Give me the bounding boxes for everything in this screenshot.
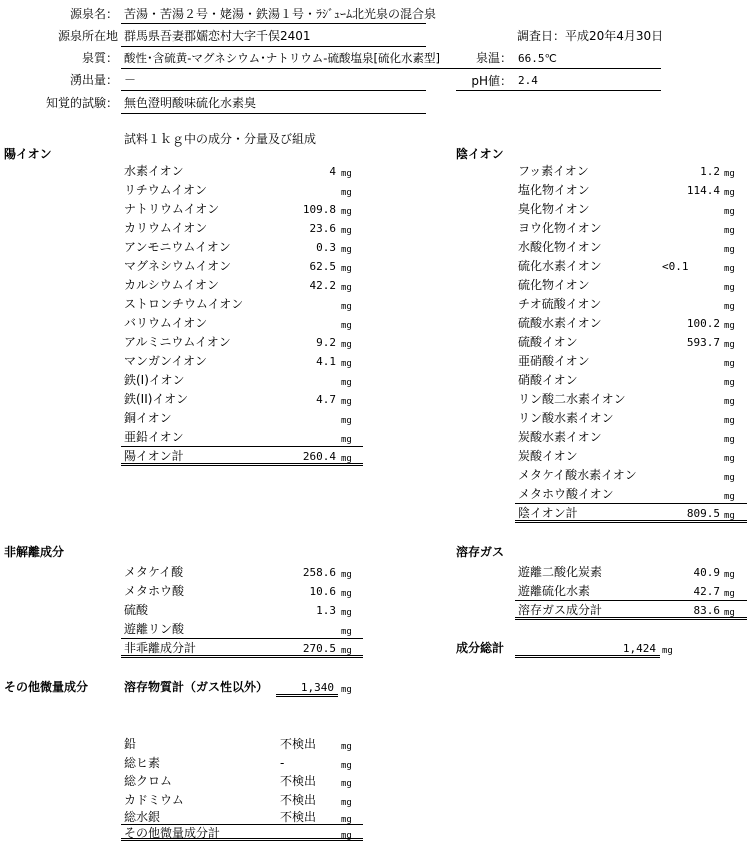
list-item: 鉄(I)イオン (124, 373, 185, 387)
list-item: 亜鉛イオン (124, 430, 184, 444)
item-unit: mg (724, 321, 735, 331)
double-underline (515, 520, 747, 523)
item-unit: mg (724, 245, 735, 255)
list-item: 硫化物イオン (518, 278, 590, 292)
dissolved-total-label: 溶存物質計（ガス性以外） (124, 680, 269, 694)
list-item: マグネシウムイオン (124, 259, 232, 273)
list-item: チオ硫酸イオン (518, 297, 602, 311)
item-unit: mg (341, 761, 352, 771)
underline (515, 600, 747, 601)
underline (121, 824, 363, 825)
anion-total-label: 陰イオン計 (518, 506, 578, 520)
item-value: - (280, 756, 285, 770)
spring-quality: 酸性･含硫黄-マグネシウム･ナトリウム-硫酸塩泉[硫化水素型] (124, 51, 440, 65)
item-value: 不検出 (280, 793, 317, 807)
item-value: 1.3 (316, 604, 336, 617)
item-unit: mg (341, 188, 352, 198)
cation-total-value: 260.4 (302, 450, 336, 463)
cation-heading: 陽イオン (4, 147, 52, 161)
item-unit: mg (341, 815, 352, 825)
item-value: 593.7 (686, 336, 720, 349)
list-item: 鉄(II)イオン (124, 392, 189, 406)
ph-label: pH値： (471, 74, 512, 88)
list-item: カリウムイオン (124, 221, 208, 235)
item-value: 42.7 (693, 585, 720, 598)
list-item: リチウムイオン (124, 183, 208, 197)
item-unit: mg (724, 188, 735, 198)
item-unit: mg (341, 226, 352, 236)
item-unit: mg (724, 492, 735, 502)
underline (456, 90, 661, 91)
item-unit: mg (341, 742, 352, 752)
list-item: 遊離硫化水素 (518, 584, 591, 598)
list-item: 水酸化物イオン (518, 240, 602, 254)
dissolved-total-value: 1,340 (300, 681, 334, 694)
list-item: 遊離二酸化炭素 (518, 565, 603, 579)
item-value: <0.1 (662, 260, 689, 273)
list-item: バリウムイオン (124, 316, 208, 330)
item-unit: mg (341, 435, 352, 445)
source-name-label: 源泉名： (69, 7, 118, 21)
item-value: 不検出 (280, 810, 317, 824)
item-unit: mg (724, 511, 735, 521)
ph-value: 2.4 (518, 74, 538, 87)
item-unit: mg (341, 283, 352, 293)
list-item: 総クロム (124, 774, 173, 788)
list-item: 硝酸イオン (518, 373, 578, 387)
list-item: 水素イオン (124, 164, 184, 178)
item-unit: mg (724, 340, 735, 350)
item-unit: mg (341, 646, 352, 656)
anion-heading: 陰イオン (456, 147, 504, 161)
item-unit: mg (662, 646, 673, 656)
item-unit: mg (341, 264, 352, 274)
composition-title: 試料１ｋｇ中の成分・分量及び組成 (124, 132, 317, 146)
flow-label: 湧出量： (69, 73, 118, 87)
component-total-value: 1,424 (622, 642, 656, 655)
list-item: 炭酸水素イオン (518, 430, 602, 444)
gas-total-label: 溶存ガス成分計 (518, 603, 603, 617)
item-unit: mg (724, 226, 735, 236)
item-value: 10.6 (309, 585, 336, 598)
item-unit: mg (724, 264, 735, 274)
item-value: 0.3 (316, 241, 336, 254)
double-underline (515, 617, 747, 620)
list-item: ヨウ化物イオン (518, 221, 602, 235)
item-unit: mg (341, 779, 352, 789)
underline (121, 46, 426, 47)
item-value: 不検出 (280, 774, 317, 788)
double-underline (515, 655, 660, 658)
item-value: 109.8 (302, 203, 336, 216)
undissociated-heading: 非解離成分 (4, 545, 65, 559)
item-unit: mg (341, 798, 352, 808)
underline (515, 503, 747, 504)
list-item: アンモニウムイオン (124, 240, 231, 254)
location: 群馬県吾妻郡嬬恋村大字千俣2401 (124, 29, 311, 43)
list-item: ストロンチウムイオン (124, 297, 244, 311)
list-item: 塩化物イオン (518, 183, 590, 197)
item-value: 100.2 (686, 317, 720, 330)
item-value: 42.2 (309, 279, 336, 292)
list-item: リン酸二水素イオン (518, 392, 626, 406)
item-unit: mg (341, 321, 352, 331)
item-value: 4.7 (316, 393, 336, 406)
dissolved-gas-heading: 溶存ガス (456, 545, 505, 559)
item-value: 23.6 (309, 222, 336, 235)
list-item: フッ素イオン (518, 164, 589, 178)
undissociated-total-value: 270.5 (302, 642, 336, 655)
source-name: 苦湯・苦湯２号・姥湯・鉄湯１号・ﾗｼﾞｭｰﾑ北光泉の混合泉 (124, 7, 437, 21)
item-unit: mg (341, 378, 352, 388)
list-item: 鉛 (124, 737, 137, 751)
list-item: 臭化物イオン (518, 202, 590, 216)
item-value: 62.5 (309, 260, 336, 273)
cation-total-label: 陽イオン計 (124, 449, 184, 463)
underline (121, 23, 426, 24)
item-unit: mg (724, 302, 735, 312)
item-unit: mg (724, 435, 735, 445)
item-value: 258.6 (302, 566, 336, 579)
list-item: メタホウ酸 (124, 584, 185, 598)
item-value: 9.2 (316, 336, 336, 349)
list-item: 遊離リン酸 (124, 622, 185, 636)
item-unit: mg (724, 397, 735, 407)
item-unit: mg (724, 473, 735, 483)
list-item: メタケイ酸 (124, 565, 184, 579)
item-value: 40.9 (693, 566, 720, 579)
location-label: 源泉所在地 (57, 29, 118, 43)
list-item: マンガンイオン (124, 354, 208, 368)
list-item: 総水銀 (124, 810, 161, 824)
item-value: 1.2 (700, 165, 720, 178)
item-value: 4.1 (316, 355, 336, 368)
component-total-label: 成分総計 (456, 641, 505, 655)
item-value: 4 (329, 165, 336, 178)
list-item: メタホウ酸イオン (518, 487, 614, 501)
item-unit: mg (341, 627, 352, 637)
list-item: カドミウム (124, 793, 184, 807)
gas-total-value: 83.6 (693, 604, 720, 617)
list-item: 亜硝酸イオン (518, 354, 590, 368)
list-item: カルシウムイオン (124, 278, 219, 292)
double-underline (121, 655, 363, 658)
underline (121, 446, 363, 447)
item-unit: mg (341, 302, 352, 312)
item-value: 114.4 (686, 184, 720, 197)
item-unit: mg (724, 608, 735, 618)
item-unit: mg (724, 169, 735, 179)
underline (121, 90, 426, 91)
list-item: 炭酸イオン (518, 449, 578, 463)
double-underline (276, 694, 338, 697)
anion-total-value: 809.5 (686, 507, 720, 520)
item-unit: mg (724, 283, 735, 293)
list-item: 硫酸水素イオン (518, 316, 602, 330)
list-item: 硫酸イオン (518, 335, 578, 349)
list-item: メタケイ酸水素イオン (518, 468, 637, 482)
item-unit: mg (341, 589, 352, 599)
list-item: リン酸水素イオン (518, 411, 614, 425)
quality-label: 泉質： (81, 51, 118, 65)
underline (121, 638, 363, 639)
underline (456, 68, 661, 69)
item-unit: mg (341, 685, 352, 695)
item-value: 不検出 (280, 737, 317, 751)
item-unit: mg (724, 570, 735, 580)
temp-label: 泉温： (475, 51, 512, 65)
list-item: 銅イオン (124, 411, 172, 425)
sensory-label: 知覚的試験： (45, 96, 118, 110)
undissociated-total-label: 非乖離成分計 (124, 641, 197, 655)
item-unit: mg (341, 608, 352, 618)
item-unit: mg (724, 454, 735, 464)
item-unit: mg (724, 359, 735, 369)
item-unit: mg (724, 378, 735, 388)
item-unit: mg (341, 207, 352, 217)
underline (121, 68, 456, 69)
item-unit: mg (341, 831, 352, 841)
list-item: 総ヒ素 (124, 756, 161, 770)
double-underline (121, 463, 363, 466)
survey-date: 調査日：平成20年4月30日 (517, 29, 664, 43)
trace-heading: その他微量成分 (4, 680, 89, 694)
item-unit: mg (341, 570, 352, 580)
list-item: 硫酸 (124, 603, 149, 617)
trace-total-label: その他微量成分計 (124, 826, 221, 840)
item-unit: mg (724, 589, 735, 599)
item-unit: mg (724, 416, 735, 426)
item-unit: mg (341, 340, 352, 350)
item-unit: mg (341, 359, 352, 369)
list-item: アルミニウムイオン (124, 335, 231, 349)
spring-temp: 66.5℃ (518, 52, 557, 65)
list-item: ナトリウムイオン (124, 202, 220, 216)
flow-rate: － (124, 73, 137, 87)
list-item: 硫化水素イオン (518, 259, 602, 273)
item-unit: mg (341, 416, 352, 426)
item-unit: mg (341, 245, 352, 255)
sensory-result: 無色澄明酸味硫化水素臭 (124, 96, 257, 110)
underline (121, 113, 426, 114)
item-unit: mg (341, 169, 352, 179)
item-unit: mg (341, 454, 352, 464)
item-unit: mg (724, 207, 735, 217)
item-unit: mg (341, 397, 352, 407)
